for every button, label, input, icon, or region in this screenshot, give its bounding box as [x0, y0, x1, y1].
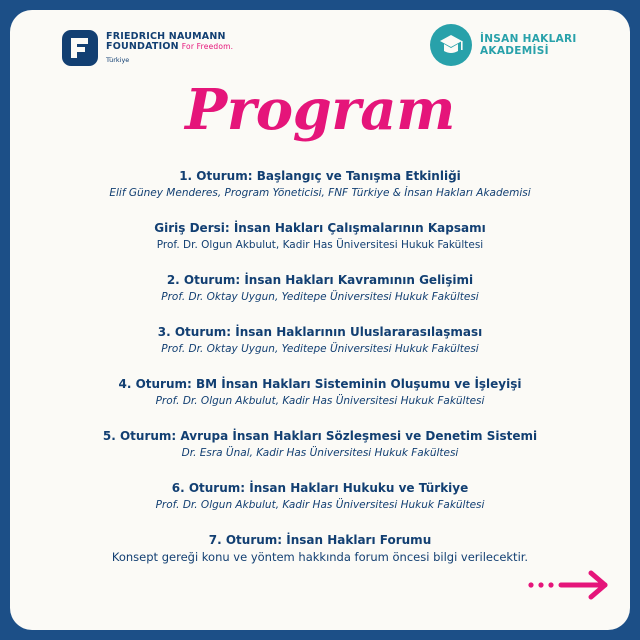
session-speaker: Prof. Dr. Oktay Uygun, Yeditepe Üniversitesi Hukuk Fakültesi: [161, 291, 479, 303]
session-speaker: Prof. Dr. Oktay Uygun, Yeditepe Üniversitesi Hukuk Fakültesi: [161, 343, 479, 355]
fnf-logo: [62, 30, 233, 66]
fnf-country: Türkiye: [106, 55, 130, 64]
fnf-tagline: For Freedom.: [181, 42, 234, 52]
session-title: 5. Oturum: Avrupa İnsan Hakları Sözleşmesi ve Denetim Sistemi: [102, 429, 538, 443]
session-list: [10, 167, 630, 583]
session-speaker: Elif Güney Menderes, Program Yöneticisi, FNF Türkiye & İnsan Hakları Akademisi: [109, 187, 531, 199]
session-title: 2. Oturum: İnsan Hakları Kavramının Gelişimi: [166, 273, 474, 287]
session-title: 7. Oturum: İnsan Hakları Forumu: [208, 533, 432, 547]
fnf-name-line2: [106, 42, 233, 52]
session-item: [10, 375, 630, 427]
iha-logo: [430, 24, 577, 66]
session-speaker: Prof. Dr. Olgun Akbulut, Kadir Has Üniversitesi Hukuk Fakültesi: [156, 239, 484, 251]
iha-name-line1: İNSAN HAKLARI: [480, 32, 577, 45]
session-note: Konsept gereği konu ve yöntem hakkında forum öncesi bilgi verilecektir.: [111, 550, 529, 564]
session-speaker: Dr. Esra Ünal, Kadir Has Üniversitesi Hukuk Fakültesi: [181, 447, 459, 459]
session-title: 6. Oturum: İnsan Hakları Hukuku ve Türkiye: [171, 481, 469, 495]
fnf-logo-icon: [62, 30, 98, 66]
iha-name-line2: AKADEMİSİ: [480, 45, 549, 57]
session-speaker: Prof. Dr. Olgun Akbulut, Kadir Has Üniversitesi Hukuk Fakültesi: [155, 499, 485, 511]
session-item: [10, 271, 630, 323]
session-title: 4. Oturum: BM İnsan Hakları Sisteminin Oluşumu ve İşleyişi: [118, 377, 522, 391]
fnf-name-line1: FRIEDRICH NAUMANN: [106, 31, 226, 42]
session-item: [10, 479, 630, 531]
session-item: [10, 323, 630, 375]
iha-logo-icon: [430, 24, 472, 66]
session-item: [10, 167, 630, 219]
fnf-name-line2-text: FOUNDATION: [106, 41, 179, 53]
page-title: Program: [185, 77, 455, 143]
session-title: 3. Oturum: İnsan Haklarının Uluslararasılaşması: [157, 325, 483, 339]
program-card: [10, 10, 630, 630]
session-title: 1. Oturum: Başlangıç ve Tanışma Etkinliği: [179, 169, 461, 183]
session-item: [10, 427, 630, 479]
session-item: [10, 219, 630, 271]
dotted-arrow-right-icon[interactable]: [525, 570, 615, 600]
session-title: Giriş Dersi: İnsan Hakları Çalışmalarının Kapsamı: [154, 221, 486, 235]
session-speaker: Prof. Dr. Olgun Akbulut, Kadir Has Üniversitesi Hukuk Fakültesi: [155, 395, 485, 407]
